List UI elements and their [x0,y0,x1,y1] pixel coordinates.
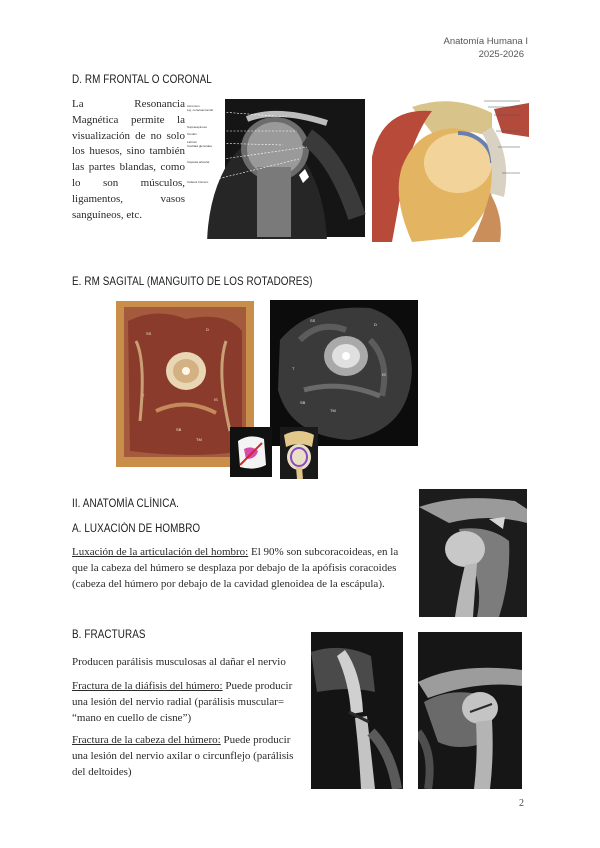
section-ii-title: II. ANATOMÍA CLÍNICA. [72,498,179,510]
svg-text:Tendón: Tendón [187,132,197,136]
svg-text:IS: IS [382,372,386,377]
section-a-text [72,545,408,592]
section-d-text: La Resonancia Magnética permite la visualización de no solo los huesos, sino también las partes blandas, como lo son músculos, ligamentos, vasos sanguíneos, etc. [72,98,185,221]
svg-text:SB: SB [176,427,182,432]
section-e-title: E. RM SAGITAL (MANGUITO DE LOS ROTADORES) [72,276,313,288]
svg-text:Cápsula articular: Cápsula articular [187,160,210,164]
svg-text:Acromion: Acromion [187,104,200,108]
svg-text:Cavidad glenoidea: Cavidad glenoidea [187,144,212,148]
coronal-mri-image [187,97,367,239]
svg-text:Lig. coracoacromial: Lig. coracoacromial [187,108,214,112]
course-title: Anatomía Humana I [443,36,528,47]
svg-text:IS: IS [214,397,218,402]
section-d-title: D. RM FRONTAL O CORONAL [72,74,212,86]
section-a-body: El 90% son subcoracoideas, en la que la cabeza del húmero se desplaza por debajo de la apófisis coracoides (cabeza del húmero por debajo de la cavidad glenoidea de la escápula). [72,546,399,590]
item-1-body: Puede producir una lesión del nervio radial (parálisis muscular= “mano en cuello de cisne”) [72,680,293,724]
shoulder-orientation-diagram-1 [230,427,272,477]
svg-text:Supraespinoso: Supraespinoso [187,125,208,129]
document-header [444,35,529,61]
item-2-lead: Fractura de la cabeza del húmero: [72,734,221,746]
svg-text:TM: TM [330,408,336,413]
shoulder-dislocation-xray [419,489,527,617]
svg-text:T: T [142,393,145,398]
section-b-intro: Producen parálisis musculosas al dañar el nervio [72,656,286,668]
svg-text:Cabeza húmero: Cabeza húmero [187,180,209,184]
svg-text:D: D [206,327,209,332]
svg-text:SS: SS [310,318,316,323]
academic-year: 2025-2026 [478,49,524,60]
section-b-item-2 [72,733,308,780]
section-b-title: B. FRACTURAS [72,629,146,641]
section-a-lead: Luxación de la articulación del hombro: [72,546,249,558]
svg-text:TM: TM [196,437,202,442]
item-1-lead: Fractura de la diáfisis del húmero: [72,680,223,692]
sagittal-mri-image [270,300,418,446]
svg-text:SS: SS [146,331,152,336]
page-number: 2 [519,798,524,809]
svg-text:SB: SB [300,400,306,405]
svg-text:T: T [292,366,295,371]
humerus-shaft-fracture-xray [311,632,403,789]
humeral-head-fracture-xray [418,632,522,789]
svg-text:D: D [374,322,377,327]
svg-text:Labrum: Labrum [187,140,198,144]
item-2-body: Puede producir una lesión del nervio axilar o circunflejo (parálisis del deltoides) [72,734,294,778]
section-b-item-1 [72,679,308,726]
section-a-title: A. LUXACIÓN DE HOMBRO [72,523,201,535]
coronal-anatomy-illustration [372,97,529,242]
shoulder-orientation-diagram-2 [280,427,318,479]
